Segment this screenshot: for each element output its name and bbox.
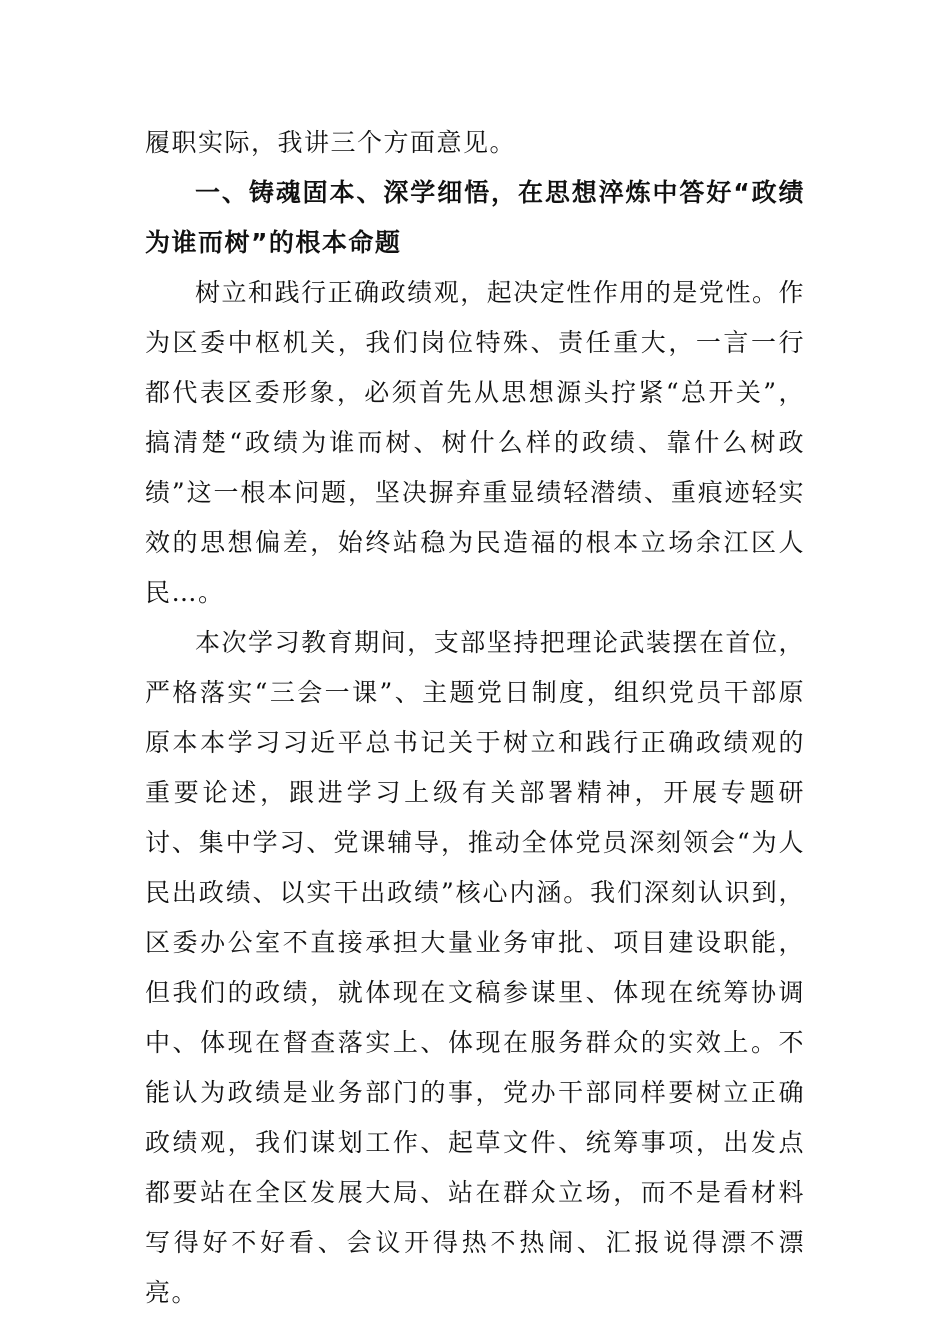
section-heading-1: 一、铸魂固本、深学细悟，在思想淬炼中答好“政绩为谁而树”的根本命题 <box>145 178 805 257</box>
body-paragraph-1: 树立和践行正确政绩观，起决定性作用的是党性。作为区委中枢机关，我们岗位特殊、责任重大，一言一行都代表区委形象，必须首先从思想源头拧紧“总开关”，搞清楚“政绩为谁而树、树什么样的政绩、靠什么树政绩”这一根本问题，坚决摒弃重显绩轻潜绩、重痕迹轻实效的思想偏差，始终站稳为民造福的根本立场余江区人民…。 <box>145 278 805 607</box>
document-body <box>145 118 805 1318</box>
body-paragraph-2: 本次学习教育期间，支部坚持把理论武装摆在首位，严格落实“三会一课”、主题党日制度，组织党员干部原原本本学习习近平总书记关于树立和践行正确政绩观的重要论述，跟进学习上级有关部署精神，开展专题研讨、集中学习、党课辅导，推动全体党员深刻领会“为人民出政绩、以实干出政绩”核心内涵。我们深刻认识到，区委办公室不直接承担大量业务审批、项目建设职能，但我们的政绩，就体现在文稿参谋里、体现在统筹协调中、体现在督查落实上、体现在服务群众的实效上。不能认为政绩是业务部门的事，党办干部同样要树立正确政绩观，我们谋划工作、起草文件、统筹事项，出发点都要站在全区发展大局、站在群众立场，而不是看材料写得好不好看、会议开得热不热闹、汇报说得漂不漂亮。 <box>145 628 805 1307</box>
continuation-paragraph: 履职实际，我讲三个方面意见。 <box>145 128 517 157</box>
